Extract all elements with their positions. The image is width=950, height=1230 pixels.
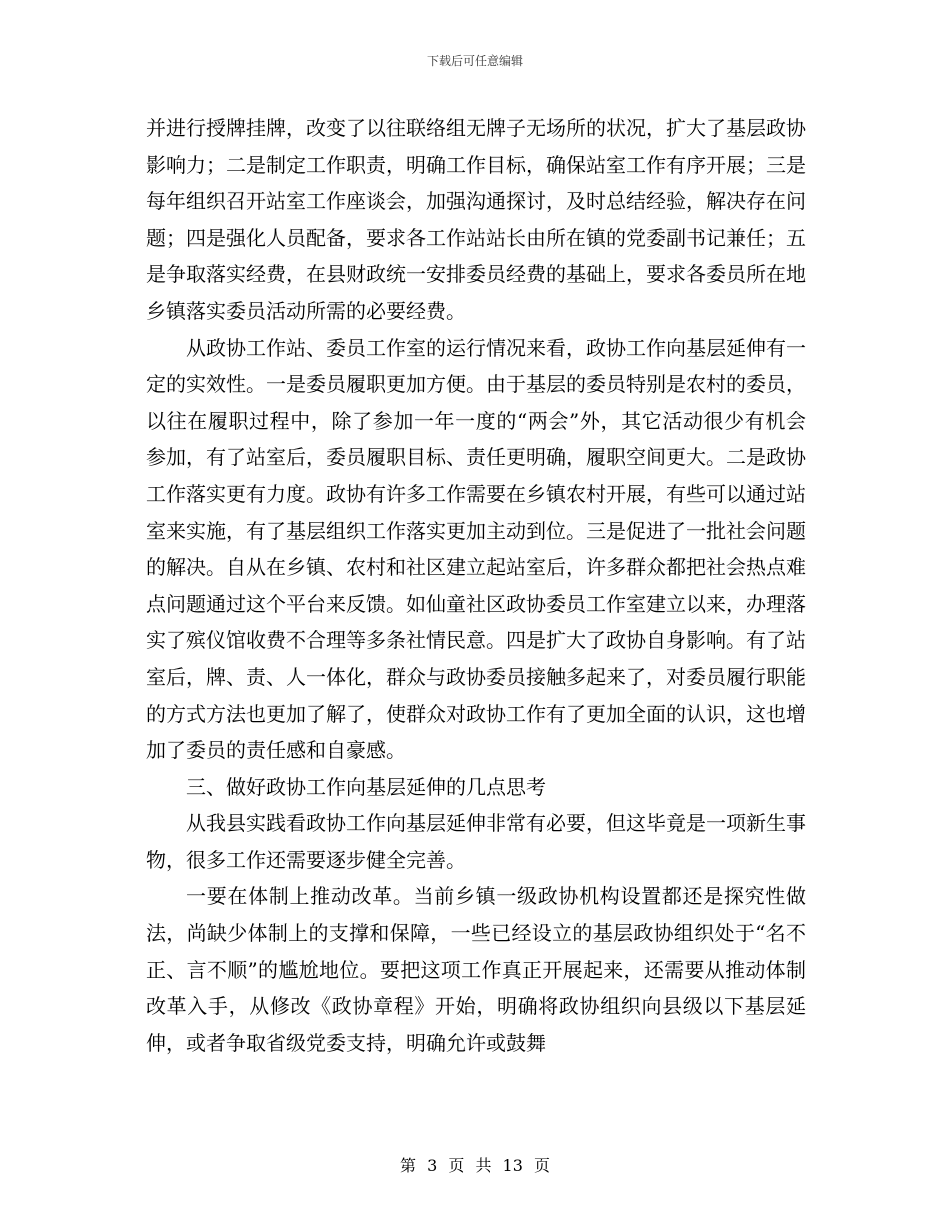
paragraph-1: 并进行授牌挂牌，改变了以往联络组无牌子无场所的状况，扩大了基层政协影响力；二是制定工作职责，明确工作目标，确保站室工作有序开展；三是每年组织召开站室工作座谈会，加强沟通探讨，及时总结经验，解决存在问题；四是强化人员配备，要求各工作站站长由所在镇的党委副书记兼任；五是争取落实经费，在县财政统一安排委员经费的基础上，要求各委员所在地乡镇落实委员活动所需的必要经费。	[146, 116, 806, 323]
page-number: 第 3 页 共 13 页	[400, 1156, 550, 1175]
paragraph-3: 从我县实践看政协工作向基层延伸非常有必要，但这毕竟是一项新生事物，很多工作还需要逐步健全完善。	[146, 811, 806, 872]
paragraph-2: 从政协工作站、委员工作室的运行情况来看，政协工作向基层延伸有一定的实效性。一是委员履职更加方便。由于基层的委员特别是农村的委员，以往在履职过程中，除了参加一年一度的“两会”外，其它活动很少有机会参加，有了站室后，委员履职目标、责任更明确，履职空间更大。二是政协工作落实更有力度。政协有许多工作需要在乡镇农村开展，有些可以通过站室来实施，有了基层组织工作落实更加主动到位。三是促进了一批社会问题的解决。自从在乡镇、农村和社区建立起站室后，许多群众都把社会热点难点问题通过这个平台来反馈。如仙童社区政协委员工作室建立以来，办理落实了殡仪馆收费不合理等多条社情民意。四是扩大了政协自身影响。有了站室后，牌、责、人一体化，群众与政协委员接触多起来了，对委员履行职能的方式方法也更加了解了，使群众对政协工作有了更加全面的认识，这也增加了委员的责任感和自豪感。	[146, 335, 806, 763]
document-body	[146, 110, 806, 1061]
paragraph-4: 一要在体制上推动改革。当前乡镇一级政协机构设置都还是探究性做法，尚缺少体制上的支撑和保障，一些已经设立的基层政协组织处于“名不正、言不顺”的尴尬地位。要把这项工作真正开展起来，还需要从推动体制改革入手，从修改《政协章程》开始，明确将政协组织向县级以下基层延伸，或者争取省级党委支持，明确允许或鼓舞	[146, 884, 806, 1055]
page-header: 下载后可任意编辑	[426, 54, 523, 68]
section-heading: 三、做好政协工作向基层延伸的几点思考	[186, 774, 546, 799]
